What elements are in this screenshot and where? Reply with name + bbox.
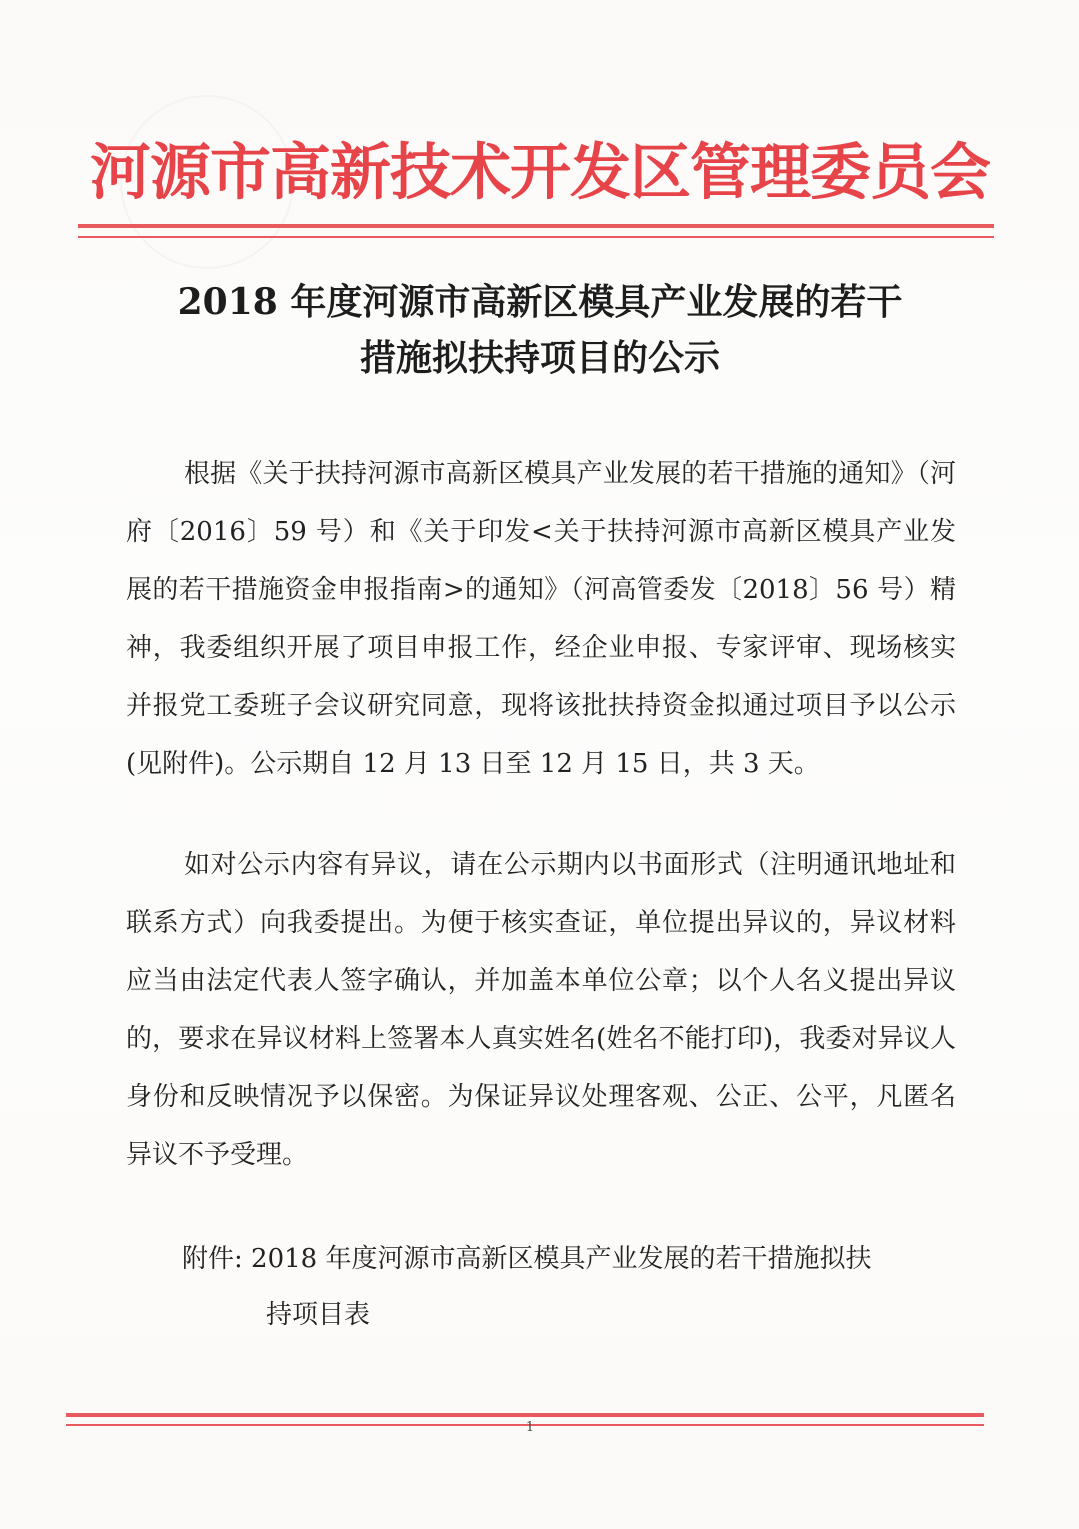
letterhead-org-name: 河源市高新技术开发区管理委员会 <box>89 137 990 208</box>
footer-rule-thick <box>66 1413 984 1417</box>
document-title-line1: 2018 年度河源市高新区模具产业发展的若干 <box>177 281 903 323</box>
letterhead-rule-thick <box>78 224 994 228</box>
body-paragraph-2: 如对公示内容有异议，请在公示期内以书面形式（注明通讯地址和联系方式）向我委提出。为便于核实查证，单位提出异议的，异议材料应当由法定代表人签字确认，并加盖本单位公章；以个人名义提出异议的，要求在异议材料上签署本人真实姓名(姓名不能打印)，我委对异议人身份和反映情况予以保密。为保证异议处理客观、公正、公平，凡匿名异议不予受理。 <box>126 850 956 1170</box>
page-number: 1 <box>525 1420 535 1435</box>
document-title-line2: 措施拟扶持项目的公示 <box>359 337 720 379</box>
body-paragraph-1: 根据《关于扶持河源市高新区模具产业发展的若干措施的通知》（河府〔2016〕59 号）和《关于印发<关于扶持河源市高新区模具产业发展的若干措施资金申报指南>的通知》（河高管委发〔2018〕56 号）精神，我委组织开展了项目申报工作，经企业申报、专家评审、现场核实并报党工委班子会议研究同意，现将该批扶持资金拟通过项目予以公示(见附件)。公示期自 12 月 13 日至 12 月 15 日，共 3 天。 <box>126 459 956 779</box>
attachment-line1: 附件: 2018 年度河源市高新区模具产业发展的若干措施拟扶 <box>182 1244 872 1274</box>
attachment-line2: 持项目表 <box>266 1300 371 1330</box>
letterhead-rule-thin <box>78 236 994 238</box>
